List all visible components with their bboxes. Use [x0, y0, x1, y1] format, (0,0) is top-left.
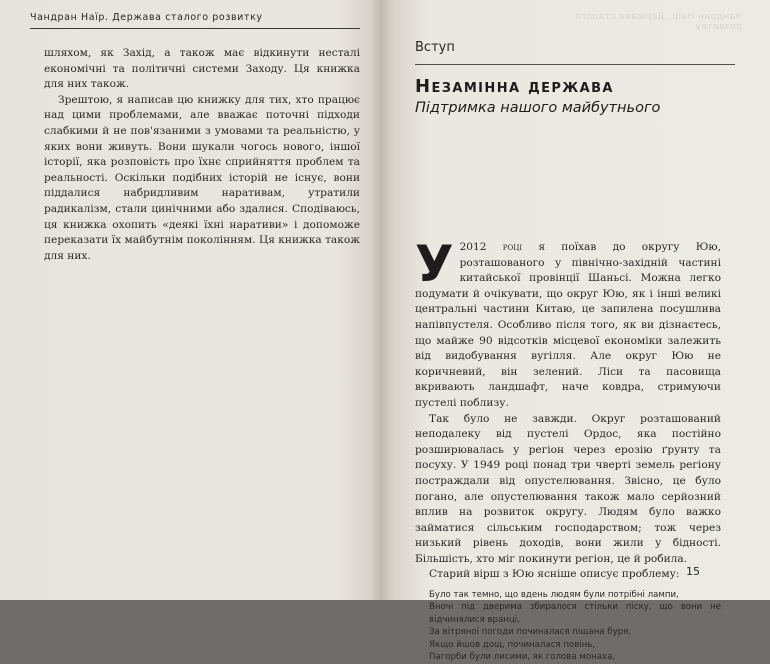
paragraph: Зрештою, я написав цю книжку для тих, хто працює над цими проблемами, але вважає поточні підходи слабкими й не пов'язаними з умовами та реальністю, у яких вони живуть. Вони шукали чогось нового, іншої історії, яка розповість про їхнє сприйняття проблем та реальності. Оскільки подібних історій не існує, вони піддалися набридливим наративам, утратили радикалізм, стали цинічними або здалися. Сподіваюсь, ця книжка охопить «деякі їхні наративи» і допоможе переказати їх майбутнім поколінням. Ця книжка також для них. [44, 93, 360, 262]
poem-line: Пагорби були лисими, як голова монаха, [429, 652, 616, 663]
poem-line: Вночі під дверима збиралося стільки піску, що вони не відчинялися вранці, [429, 602, 721, 625]
left-body-text [44, 46, 360, 264]
paragraph: Так було не завжди. Округ розташований неподалеку від пустелі Ордос, яка постійно розширювалась у регіон через ерозію ґрунту та посуху. У 1949 році понад три чверті земель регіону постраждали від опустелювання. Звісно, це було погано, але опустелювання також мало серйозний вплив на розвиток округу. Людям було важко займатися сільським господарством; тож через низький рівень доходів, вони жили у бідності. Більшість, хто міг покинути регіон, це й робила. [415, 412, 721, 565]
left-page [0, 0, 382, 600]
chapter-subtitle: Підтримка нашого майбутнього [415, 100, 661, 116]
poem-line: Якщо йшов дощ, починалася повінь, [429, 639, 596, 650]
poem-line: За вітряної погоди починалася піщана буря, [429, 627, 632, 638]
right-page [382, 0, 770, 663]
lead-words: 2012 році [459, 241, 523, 253]
running-head: Чандран Наїр. Держава сталого розвитку [30, 12, 360, 29]
opening-paragraph [415, 235, 721, 412]
poem-line: Було так темно, що вдень людям були потрібні лампи, [429, 590, 679, 601]
opening-paragraph-text: я поїхав до округу Юю, розташованого у північно-західній частині китайської провінції Шаньсі. Можна легко подумати й очікувати, що округ Юю, як і інші великі центральні частини Китаю, це запилена посушлива напівпустеля. Особливо після того, як ви дізнаєтесь, що майже 90 відсотків місцевої економіки залежить від видобування вугілля. Але округ Юю не коричневий, він зелений. Ліси та пасовища вкривають ландшафт, наче ковдра, стримуючи пустелі поблизу. [415, 241, 721, 409]
paragraph: Старий вірш з Юю ясніше описує проблему: [429, 568, 680, 581]
page-number: 15 [686, 565, 700, 578]
show-through-running-head: Чандран Наїр. Держава сталого розвитку [574, 12, 742, 32]
chapter-rule [415, 64, 735, 65]
poem [415, 589, 721, 663]
drop-cap: У [415, 235, 454, 293]
paragraph: шляхом, як Захід, а також має відкинути несталі економічні та політичні системи Заходу. Ця книжка для них також. [44, 47, 360, 91]
chapter-label: Вступ [415, 40, 455, 55]
chapter-title: Незамінна держава [415, 76, 614, 97]
